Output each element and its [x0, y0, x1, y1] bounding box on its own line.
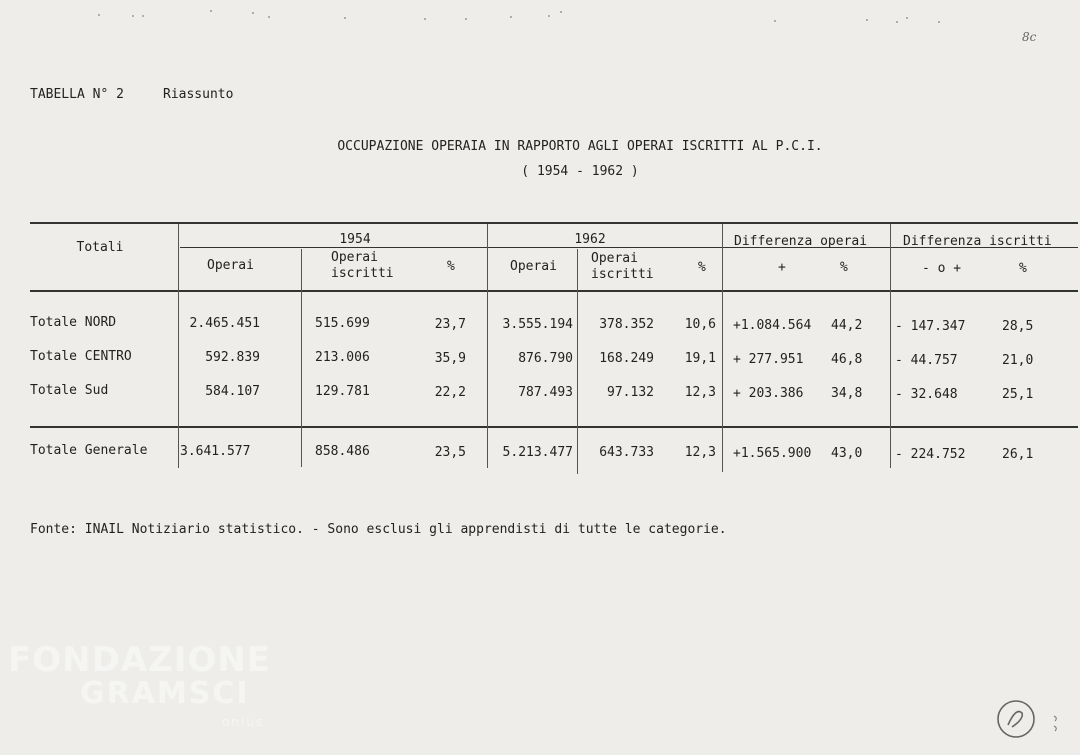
cell-pct-1962: 12,3 — [684, 385, 716, 400]
cell-pct-1962: 12,3 — [684, 445, 716, 460]
cell-operai-1962: 787.493 — [518, 385, 573, 400]
cell-iscritti-1962: 643.733 — [599, 445, 654, 460]
archive-stamp-icon — [994, 697, 1038, 741]
cell-iscritti-1962: 97.132 — [607, 385, 654, 400]
col-rule — [890, 224, 891, 468]
cell-operai-1954: 3.641.577 — [180, 444, 251, 459]
cell-diff-iscritti-pct: 26,1 — [1002, 447, 1034, 462]
group-diff-operai: Differenza operai — [734, 234, 868, 249]
cell-pct-1954: 23,7 — [434, 317, 466, 332]
cell-diff-iscritti: - 44.757 — [895, 353, 958, 368]
cell-iscritti-1954: 129.781 — [315, 384, 370, 399]
cell-operai-1954: 2.465.451 — [189, 316, 260, 331]
table-period: ( 1954 - 1962 ) — [521, 164, 639, 179]
cell-diff-iscritti-pct: 28,5 — [1002, 319, 1034, 334]
watermark-line2: GRAMSCI — [80, 676, 250, 711]
sub-pct-diff-iscritti: % — [1019, 261, 1027, 276]
col-rule — [301, 249, 302, 467]
cell-diff-iscritti: - 32.648 — [895, 387, 958, 402]
row-label: Totale Generale — [30, 443, 148, 458]
group-1954: 1954 — [339, 232, 371, 247]
cell-diff-operai: +1.565.900 — [733, 446, 812, 461]
cell-operai-1954: 584.107 — [205, 384, 260, 399]
row-label: Totale NORD — [30, 315, 117, 330]
cell-operai-1962: 3.555.194 — [502, 317, 573, 332]
watermark-line1: FONDAZIONE — [8, 640, 272, 680]
sub-operai-1962: Operai — [510, 259, 557, 274]
cell-diff-operai-pct: 44,2 — [831, 318, 863, 333]
sub-operai-1954: Operai — [207, 258, 254, 273]
col-rule — [487, 224, 488, 468]
cell-operai-1954: 592.839 — [205, 350, 260, 365]
sub-iscritti-1962-a: Operai — [591, 251, 638, 266]
summary-label: Riassunto — [163, 87, 234, 102]
cell-diff-operai: +1.084.564 — [733, 318, 812, 333]
cell-diff-iscritti-pct: 25,1 — [1002, 387, 1034, 402]
header-bottom-rule — [30, 290, 1078, 292]
cell-pct-1954: 23,5 — [434, 445, 466, 460]
sub-minus-o-plus: - o + — [922, 261, 962, 276]
page-mark: 8c — [1022, 30, 1037, 44]
cell-diff-operai-pct: 46,8 — [831, 352, 863, 367]
table-top-rule — [30, 222, 1078, 224]
cell-pct-1962: 10,6 — [684, 317, 716, 332]
sub-iscritti-1962-b: iscritti — [591, 267, 654, 282]
cell-iscritti-1954: 858.486 — [315, 444, 370, 459]
row-label: Totale Sud — [30, 383, 109, 398]
group-diff-iscritti: Differenza iscritti — [903, 234, 1052, 249]
cell-diff-iscritti: - 224.752 — [895, 447, 966, 462]
cell-diff-iscritti: - 147.347 — [895, 319, 966, 334]
sub-pct-1954: % — [447, 259, 455, 274]
table-title: OCCUPAZIONE OPERAIA IN RAPPORTO AGLI OPERAI ISCRITTI AL P.C.I. — [337, 139, 823, 154]
cell-diff-operai-pct: 34,8 — [831, 386, 863, 401]
watermark-line3: onlus — [222, 715, 265, 729]
group-1962: 1962 — [574, 232, 606, 247]
row-header: Totali — [76, 240, 124, 255]
sub-iscritti-1954-b: iscritti — [331, 266, 394, 281]
cell-pct-1954: 22,2 — [434, 385, 466, 400]
cell-iscritti-1962: 168.249 — [599, 351, 654, 366]
total-separator-rule — [30, 426, 1078, 428]
cell-diff-operai: + 203.386 — [733, 386, 804, 401]
sub-iscritti-1954-a: Operai — [331, 250, 378, 265]
cell-diff-operai: + 277.951 — [733, 352, 804, 367]
cell-pct-1962: 19,1 — [684, 351, 716, 366]
sub-pct-1962: % — [698, 260, 706, 275]
footnote: Fonte: INAIL Notiziario statistico. - Sono esclusi gli apprendisti di tutte le categorie. — [30, 522, 727, 537]
col-rule — [178, 224, 179, 468]
cell-operai-1962: 876.790 — [518, 351, 573, 366]
handwritten-mark-icon — [1050, 712, 1066, 738]
cell-diff-iscritti-pct: 21,0 — [1002, 353, 1034, 368]
cell-iscritti-1954: 515.699 — [315, 316, 370, 331]
table-number: TABELLA N° 2 — [30, 87, 124, 102]
sub-pct-diff-operai: % — [840, 260, 848, 275]
cell-pct-1954: 35,9 — [434, 351, 466, 366]
col-rule — [722, 224, 723, 472]
sub-plus: + — [778, 260, 786, 275]
cell-operai-1962: 5.213.477 — [502, 445, 573, 460]
cell-diff-operai-pct: 43,0 — [831, 446, 863, 461]
cell-iscritti-1954: 213.006 — [315, 350, 370, 365]
row-label: Totale CENTRO — [30, 349, 132, 364]
cell-iscritti-1962: 378.352 — [599, 317, 654, 332]
